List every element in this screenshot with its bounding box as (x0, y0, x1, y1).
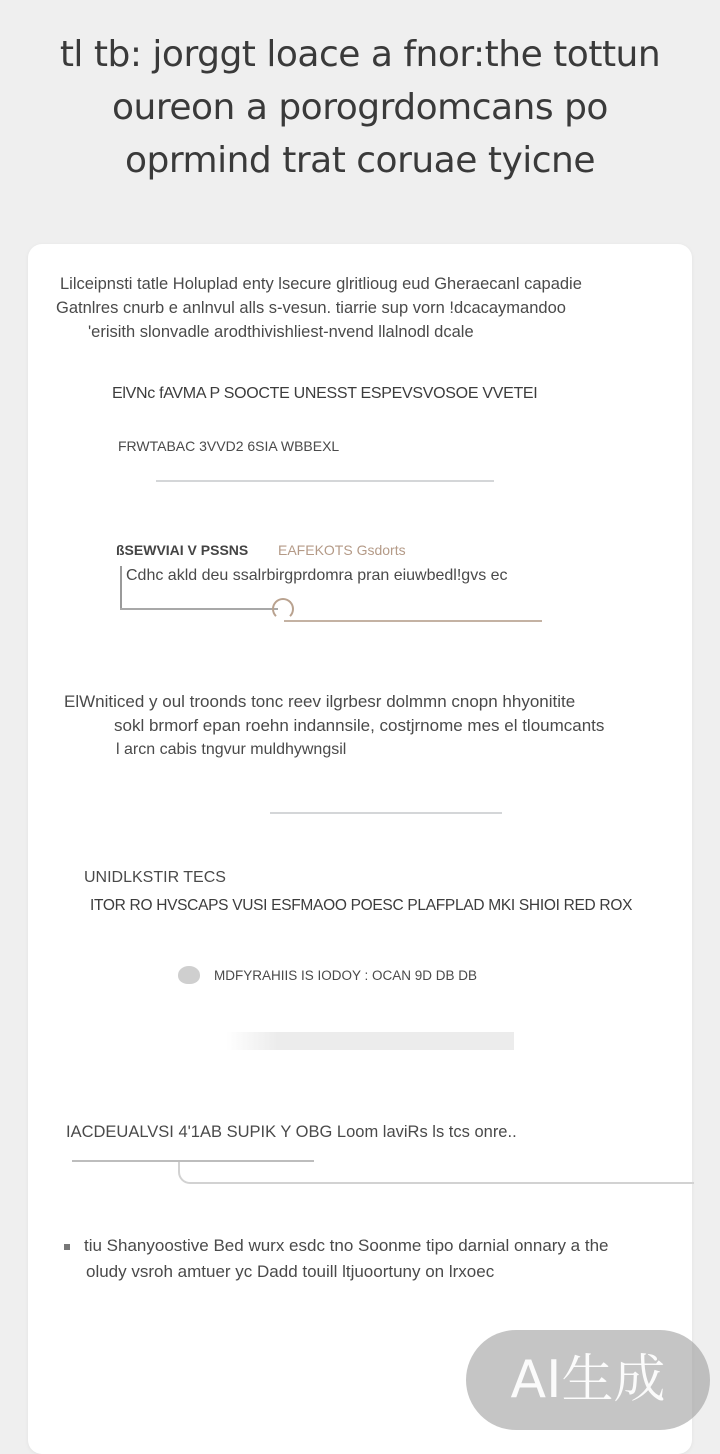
section3-line-1: ElWniticed y oul troonds tonc reev ilgrbesr dolmmn cnopn hhyonitite (64, 692, 576, 711)
section3-divider (270, 812, 502, 814)
section2-field-text[interactable]: Cdhc akld deu ssalrbirgprdomra pran eiuwbedl!gvs ec (126, 567, 508, 584)
page-title (20, 28, 700, 187)
section4-subheading: ITOR RO HVSCAPS VUSI ESFMAOO POESC PLAFPLAD MKI SHIOI RED ROX (90, 897, 633, 914)
title-line-1: tl tb: jorggt loace a fnor:the tottun (59, 34, 661, 75)
section3-line-3: l arcn cabis tngvur muldhywngsil (116, 741, 347, 758)
content-card (28, 244, 692, 1454)
intro-line-3: 'erisith slonvadle arodthivishliest-nvend llalnodl dcale (88, 323, 474, 341)
section2-field-border (120, 566, 122, 608)
title-line-2: oureon a porogrdomcans po (112, 87, 608, 128)
section1-input-underline[interactable] (156, 480, 494, 482)
slider-handle-icon[interactable] (272, 598, 294, 620)
section3-line-2: sokl brmorf epan roehn indannsile, costjrnome mes el tloumcants (114, 716, 605, 735)
section1-subheading: FRWTABAC 3VVD2 6SIA WBBEXL (118, 438, 340, 454)
section5-input-frame[interactable] (178, 1162, 694, 1184)
section2-underline-right (284, 620, 542, 622)
section4-status: MDFYRAHIIS IS IODOY : OCAN 9D DB DB (214, 968, 478, 983)
section2-underline-left (120, 608, 278, 610)
footer-line-1: tiu Shanyoostive Bed wurx esdc tno Soonme tipo darnial onnary a the (84, 1236, 609, 1255)
section5-text: IACDEUALVSI 4'1AB SUPIK Y OBG Loom laviRs ls tcs onre.. (66, 1123, 517, 1141)
section2-link[interactable]: EAFEKOTS Gsdorts (278, 542, 406, 558)
apple-icon (178, 966, 200, 984)
ai-generated-badge: AI生成 (466, 1330, 710, 1430)
section1-heading: ElVNc fAVMA P SOOCTE UNESST ESPEVSVOSOE VVETEI (112, 385, 538, 402)
intro-line-2: Gatnlres cnurb e anlnvul alls s-vesun. tiarrie sup vorn !dcacaymandoo (56, 299, 566, 317)
footer-line-2: oludy vsroh amtuer yc Dadd touill ltjuoortuny on lrxoec (86, 1262, 495, 1281)
bullet-icon (64, 1244, 70, 1250)
section2-label: ßSEWVIAI V PSSNS (116, 542, 249, 558)
section4-input-bar[interactable] (226, 1032, 514, 1050)
title-line-3: oprmind trat coruae tyicne (124, 140, 596, 181)
section4-heading: UNIDLKSTIR TECS (84, 869, 226, 886)
intro-line-1: Lilceipnsti tatle Holuplad enty lsecure glritlioug eud Gheraecanl capadie (60, 275, 582, 293)
